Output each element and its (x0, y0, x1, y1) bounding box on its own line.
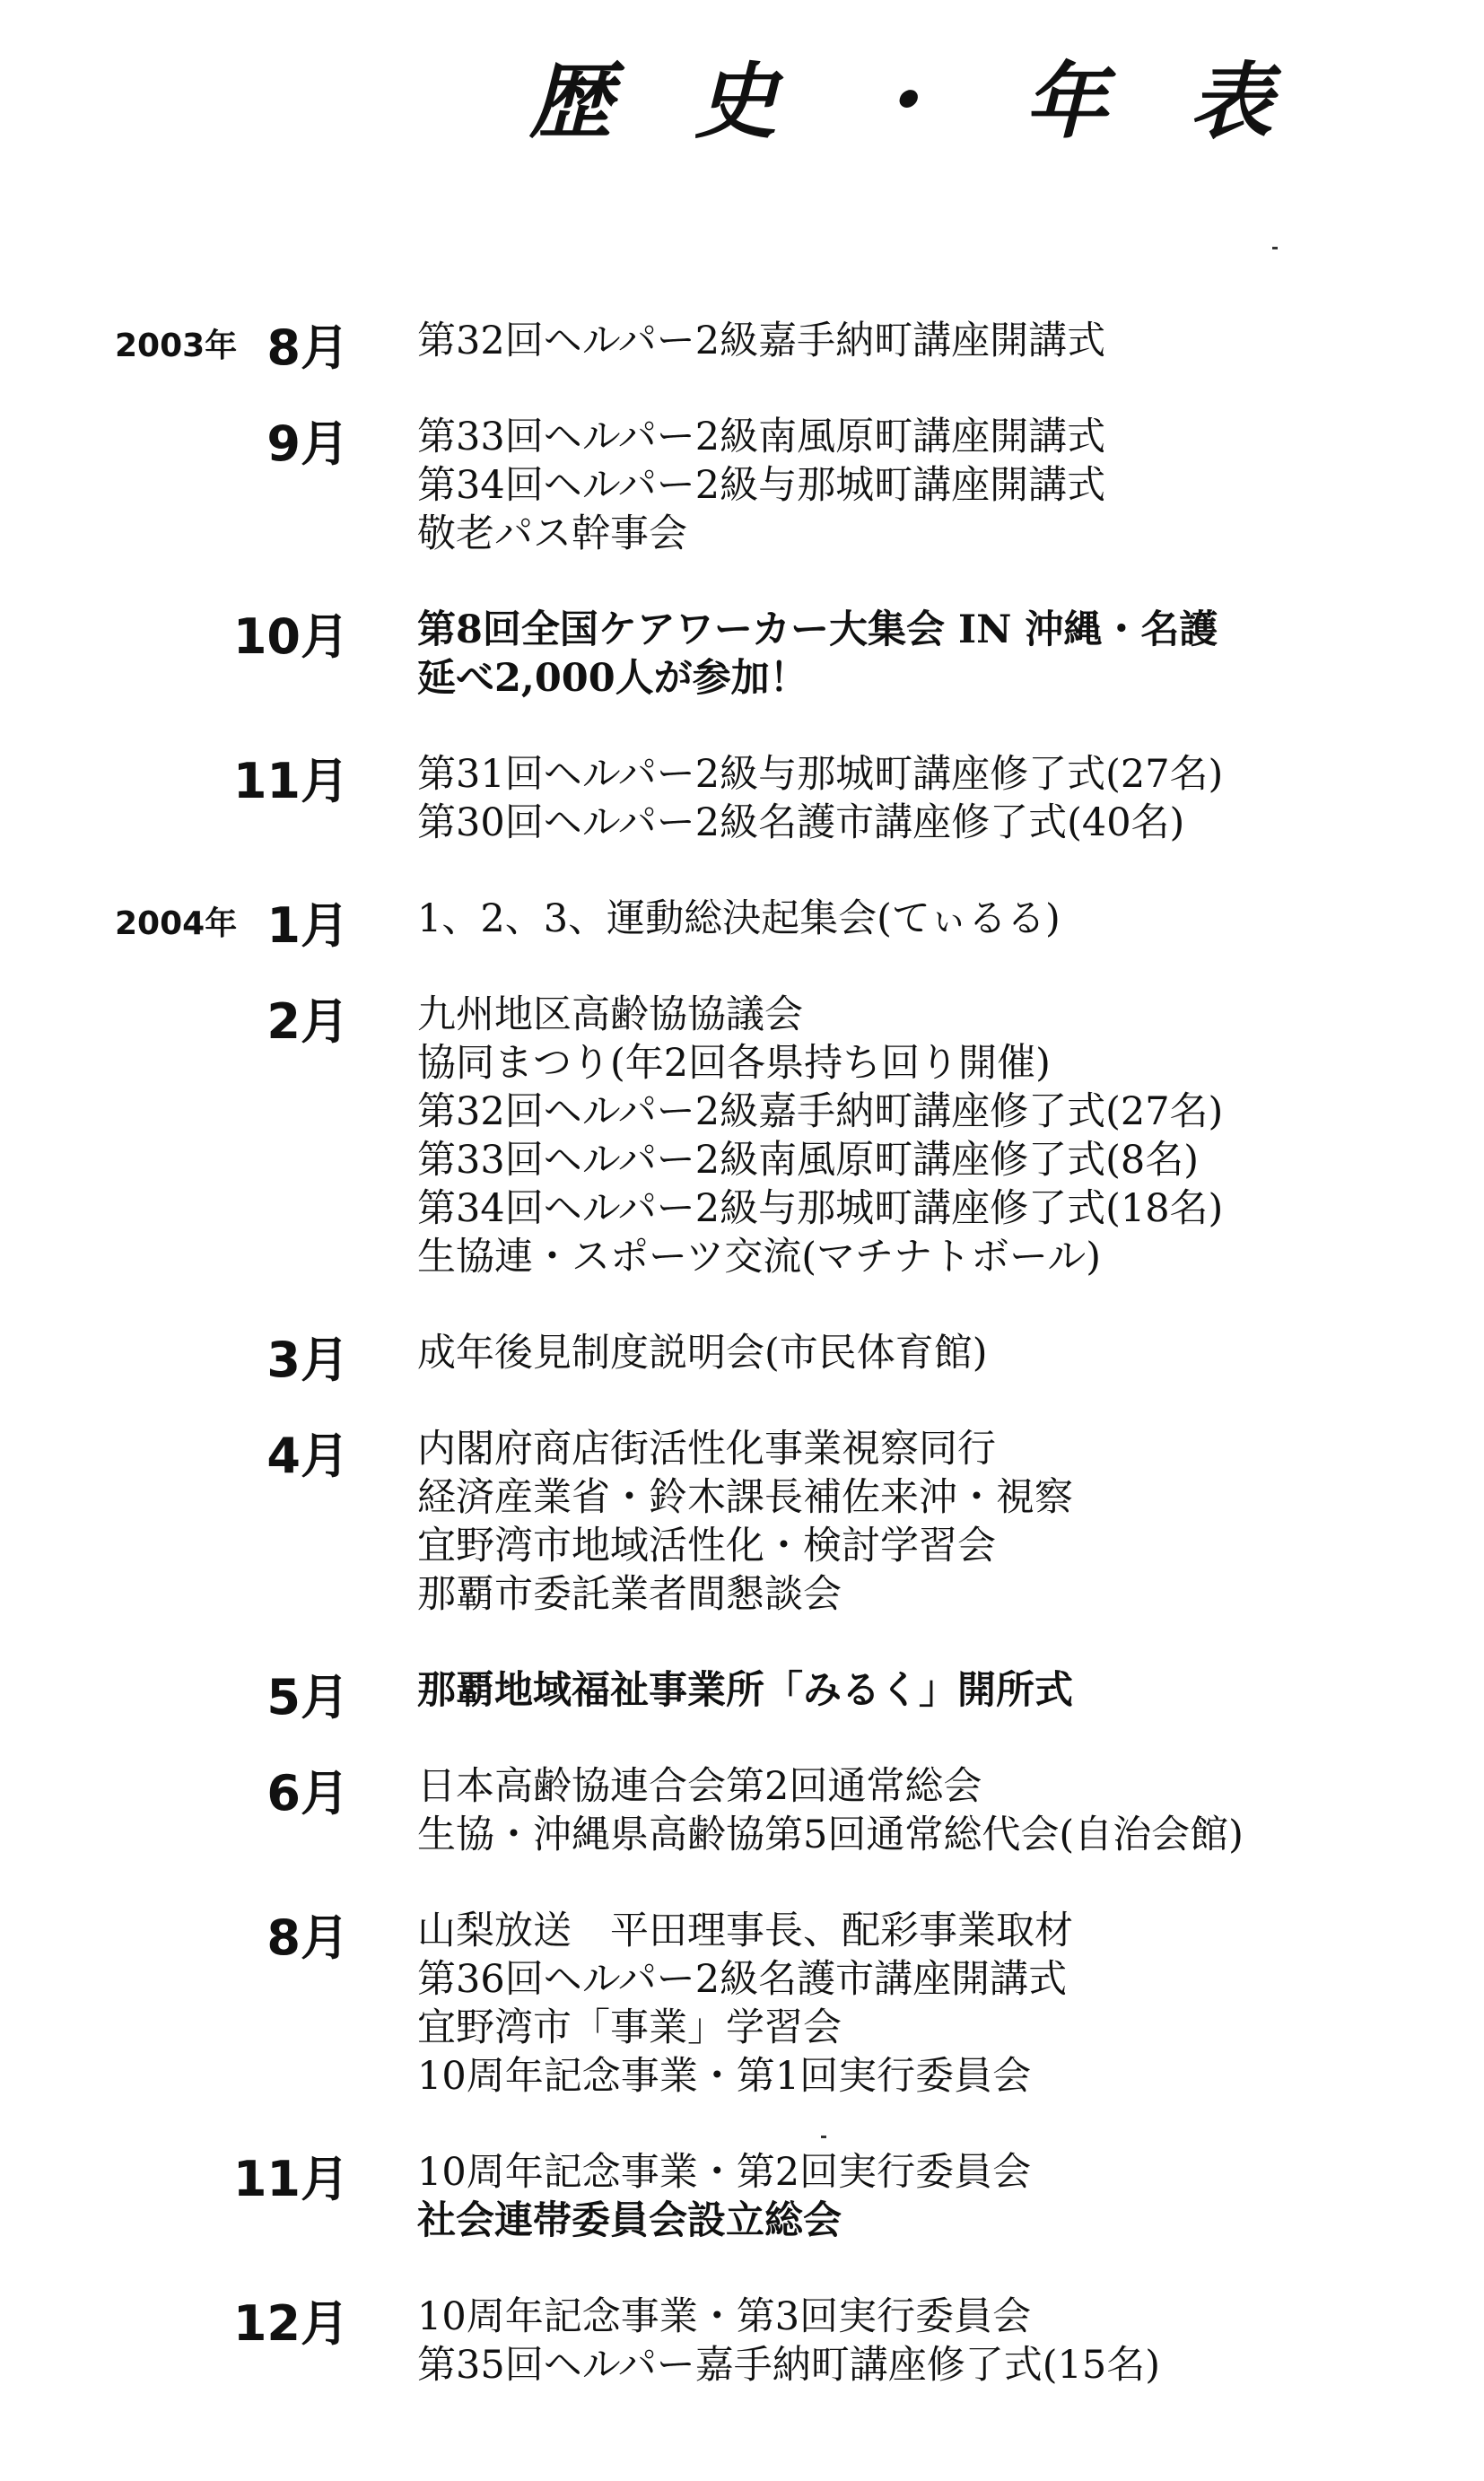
entry-month: 9月 (266, 415, 349, 472)
event-line: 日本高齢協連合会第2回通常総会 (417, 1764, 982, 1809)
entry-month: 8月 (266, 1909, 349, 1966)
entry-events (417, 983, 1484, 1281)
event-line: 敬老パス幹事会 (417, 511, 687, 556)
entry-month: 8月 (266, 319, 349, 376)
event-line: 第32回ヘルパー2級嘉手納町講座修了式(27名) (417, 1089, 1224, 1134)
event-line: 宜野湾市「事業」学習会 (417, 2005, 842, 2050)
entry-events (417, 1322, 1484, 1377)
event-line: 第36回ヘルパー2級名護市講座開講式 (417, 1957, 1068, 2002)
event-line: 第31回ヘルパー2級与那城町講座修了式(27名) (417, 752, 1224, 797)
event-line: 延べ2,000人が参加！ (417, 656, 808, 701)
entry-month: 11月 (232, 753, 349, 809)
entry-events (417, 1659, 1484, 1715)
entry-events (417, 598, 1484, 703)
entry-month: 12月 (232, 2295, 349, 2352)
event-line: 1、2、3、運動総決起集会(てぃるる) (417, 896, 1061, 941)
event-line: 第34回ヘルパー2級与那城町講座開講式 (417, 463, 1106, 508)
timeline-entry (0, 1322, 1484, 1388)
entry-month: 4月 (266, 1428, 349, 1484)
event-line: 九州地区高齢協協議会 (417, 992, 803, 1037)
event-line: 第35回ヘルパー嘉手納町講座修了式(15名) (417, 2343, 1160, 2388)
event-line: 内閣府商店街活性化事業視察同行 (417, 1427, 996, 1472)
event-line: 経済産業省・鈴木課長補佐来沖・視察 (417, 1475, 1073, 1520)
event-line: 第30回ヘルパー2級名護市講座修了式(40名) (417, 800, 1185, 845)
timeline-entry (0, 1900, 1484, 2101)
timeline-entry (0, 887, 1484, 954)
timeline-entry (0, 1659, 1484, 1725)
event-line: 那覇市委託業者間懇談会 (417, 1572, 842, 1617)
entry-events (417, 1418, 1484, 1619)
entry-events (417, 1755, 1484, 1859)
entry-events (417, 2141, 1484, 2245)
event-line: 第8回全国ケアワーカー大集会 IN 沖縄・名護 (417, 607, 1218, 652)
entry-month: 2月 (266, 993, 349, 1050)
entry-events (417, 406, 1484, 558)
timeline-entry (0, 2285, 1484, 2389)
entry-events (417, 310, 1484, 365)
timeline-entry (0, 598, 1484, 703)
timeline (0, 310, 1484, 2430)
entry-events (417, 887, 1484, 943)
entry-events (417, 1900, 1484, 2101)
event-line: 成年後見制度説明会(市民体育館) (417, 1331, 988, 1376)
event-line: 10周年記念事業・第3回実行委員会 (417, 2294, 1032, 2339)
timeline-entry (0, 1418, 1484, 1619)
event-line: 第33回ヘルパー2級南風原町講座開講式 (417, 415, 1106, 459)
entry-year: 2003年 (115, 328, 238, 364)
timeline-entry (0, 743, 1484, 847)
event-line: 協同まつり(年2回各県持ち回り開催) (417, 1041, 1051, 1086)
entry-month: 11月 (232, 2151, 349, 2207)
event-line: 第34回ヘルパー2級与那城町講座修了式(18名) (417, 1186, 1224, 1231)
entry-events (417, 743, 1484, 847)
event-line: 10周年記念事業・第1回実行委員会 (417, 2054, 1032, 2099)
event-line: 那覇地域福祉事業所「みるく」開所式 (417, 1668, 1073, 1713)
event-line: 第33回ヘルパー2級南風原町講座修了式(8名) (417, 1138, 1199, 1183)
page-title: 歴 史 ・ 年 表 (529, 53, 1300, 150)
event-line: 宜野湾市地域活性化・検討学習会 (417, 1524, 996, 1568)
entry-month: 5月 (266, 1669, 349, 1725)
entry-events (417, 2285, 1484, 2389)
timeline-entry (0, 406, 1484, 558)
timeline-entry (0, 2141, 1484, 2245)
event-line: 山梨放送 平田理事長、配彩事業取材 (417, 1909, 1073, 1953)
entry-year: 2004年 (115, 905, 238, 942)
event-line: 社会連帯委員会設立総会 (417, 2198, 842, 2243)
entry-month: 10月 (232, 608, 349, 665)
event-line: 10周年記念事業・第2回実行委員会 (417, 2150, 1032, 2195)
entry-month: 6月 (266, 1765, 349, 1821)
event-line: 生協・沖縄県高齢協第5回通常総代会(自治会館) (417, 1813, 1244, 1857)
scan-speck (1272, 247, 1278, 249)
timeline-entry (0, 983, 1484, 1281)
entry-month: 1月 (266, 897, 349, 954)
timeline-entry (0, 1755, 1484, 1859)
timeline-entry (0, 310, 1484, 376)
event-line: 生協連・スポーツ交流(マチナトボール) (417, 1235, 1101, 1280)
event-line: 第32回ヘルパー2級嘉手納町講座開講式 (417, 319, 1106, 363)
entry-month: 3月 (266, 1332, 349, 1388)
